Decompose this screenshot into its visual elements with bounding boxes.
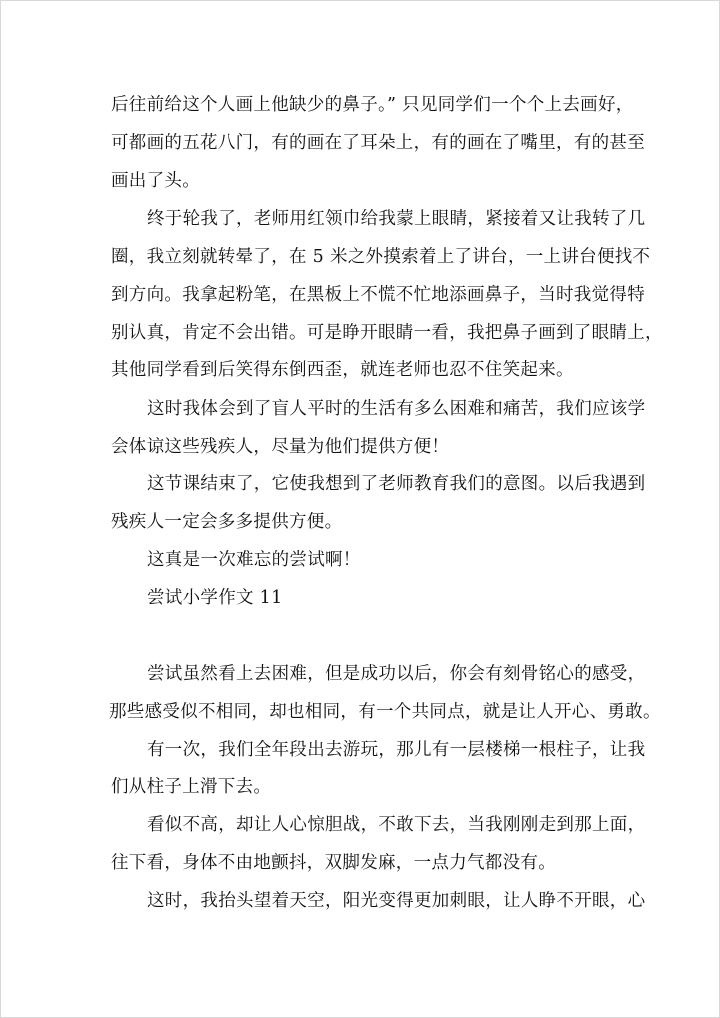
text-line: 圈，我立刻就转晕了，在 5 米之外摸索着上了讲台，一上讲台便找不: [111, 247, 651, 267]
text-line: 后往前给这个人画上他缺少的鼻子。” 只见同学们一个个上去画好，: [111, 95, 634, 115]
text-line: 这时我体会到了盲人平时的生活有多么困难和痛苦，我们应该学: [147, 399, 646, 419]
text-line: 到方向。我拿起粉笔，在黑板上不慌不忙地添画鼻子，当时我觉得特: [111, 285, 645, 305]
text-line: 会体谅这些残疾人，尽量为他们提供方便！: [111, 437, 450, 457]
text-line: 残疾人一定会多多提供方便。: [111, 512, 343, 532]
text-line: 其他同学看到后笑得东倒西歪，就连老师也忍不住笑起来。: [111, 360, 574, 380]
text-line: 有一次，我们全年段出去游玩，那儿有一层楼梯一根柱子，让我: [147, 740, 646, 760]
text-line: 别认真，肯定不会出错。可是睁开眼睛一看，我把鼻子画到了眼睛上，: [111, 323, 663, 343]
text-line: 画出了头。: [111, 171, 200, 191]
text-line: 可都画的五花八门，有的画在了耳朵上，有的画在了嘴里，有的甚至: [111, 133, 645, 153]
text-line: 尝试虽然看上去困难，但是成功以后，你会有刻骨铭心的感受，: [147, 664, 646, 684]
text-line: 这时，我抬头望着天空，阳光变得更加刺眼，让人睁不开眼，心: [147, 891, 646, 911]
text-line: 们从柱子上滑下去。: [111, 777, 272, 797]
text-line: 这真是一次难忘的尝试啊！: [147, 550, 361, 570]
text-line: 往下看，身体不由地颤抖，双脚发麻，一点力气都没有。: [111, 853, 556, 873]
section-heading: 尝试小学作文 11: [147, 588, 283, 608]
text-line: 这节课结束了，它使我想到了老师教育我们的意图。以后我遇到: [147, 474, 646, 494]
text-line: 看似不高，却让人心惊胆战，不敢下去，当我刚刚走到那上面，: [147, 815, 646, 835]
text-line: 那些感受似不相同，却也相同，有一个共同点，就是让人开心、勇敢。: [109, 702, 661, 722]
text-line: 终于轮我了，老师用红领巾给我蒙上眼睛，紧接着又让我转了几: [147, 209, 646, 229]
